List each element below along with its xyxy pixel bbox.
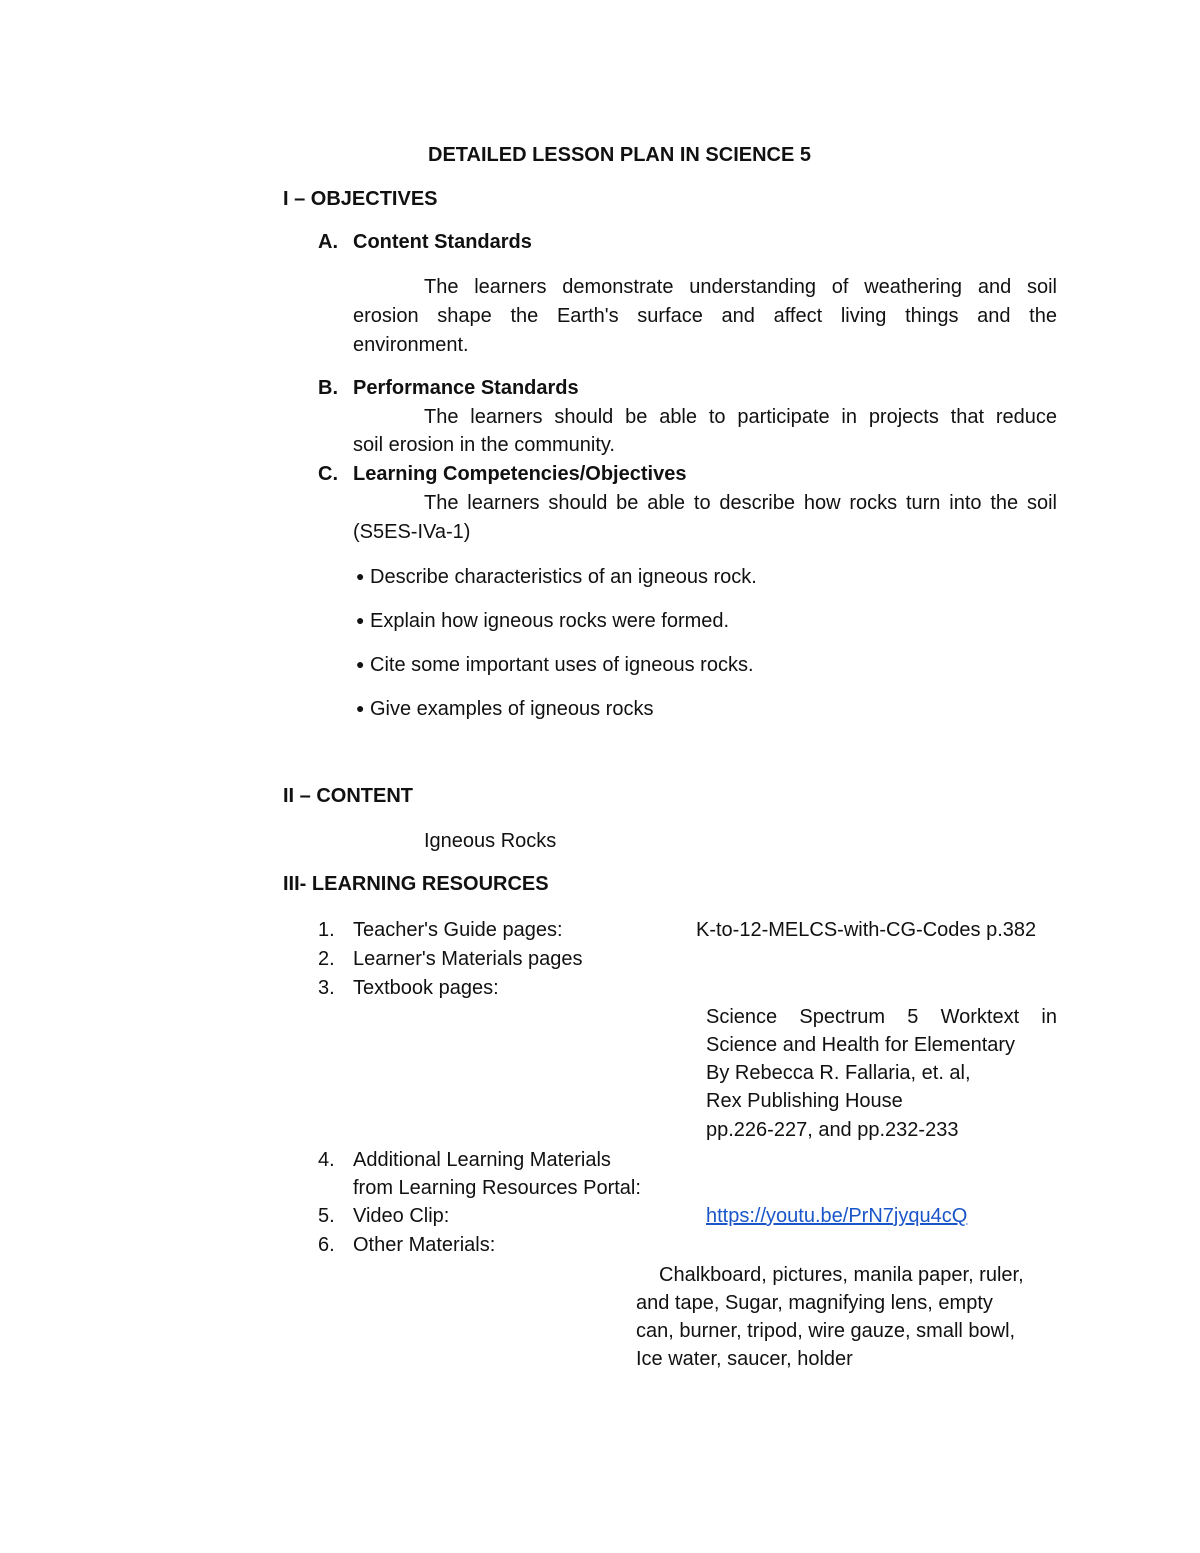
textbook-line: pp.226-227, and pp.232-233 xyxy=(706,1119,959,1141)
content-standards-line-2: erosion shape the Earth's surface and affect living things and the xyxy=(353,305,1057,327)
learning-competencies-code: (S5ES-IVa-1) xyxy=(353,521,471,543)
subsection-letter-b: B. xyxy=(318,377,338,399)
textbook-line: By Rebecca R. Fallaria, et. al, xyxy=(706,1062,971,1084)
objective-bullet-item xyxy=(356,696,653,721)
subsection-title-content-standards: Content Standards xyxy=(353,231,532,253)
objective-bullet-text: Describe characteristics of an igneous rock. xyxy=(370,566,757,588)
objective-bullet-item xyxy=(356,608,729,633)
objective-bullet-text: Cite some important uses of igneous rocks. xyxy=(370,654,754,676)
resource-number: 3. xyxy=(318,977,335,999)
section-heading-content: II – CONTENT xyxy=(283,785,414,807)
bullet-dot-icon: ● xyxy=(356,656,365,672)
performance-standards-line-1: The learners should be able to participate in projects that reduce xyxy=(424,406,1057,428)
resource-label-learners-materials: Learner's Materials pages xyxy=(353,948,583,970)
textbook-line: Science and Health for Elementary xyxy=(706,1034,1016,1056)
textbook-line: Rex Publishing House xyxy=(706,1090,903,1112)
other-materials-line: Ice water, saucer, holder xyxy=(636,1348,853,1370)
document-title: DETAILED LESSON PLAN IN SCIENCE 5 xyxy=(428,144,812,166)
resource-label-additional-materials: Additional Learning Materials xyxy=(353,1149,611,1171)
objective-bullet-item xyxy=(356,564,757,589)
learning-competencies-line-1: The learners should be able to describe how rocks turn into the soil xyxy=(424,492,1057,514)
subsection-title-learning-competencies: Learning Competencies/Objectives xyxy=(353,463,687,485)
other-materials-line: can, burner, tripod, wire gauze, small bowl, xyxy=(636,1320,1016,1342)
resource-label-teachers-guide: Teacher's Guide pages: xyxy=(353,919,563,941)
other-materials-line: and tape, Sugar, magnifying lens, empty xyxy=(636,1292,993,1314)
resource-label-video-clip: Video Clip: xyxy=(353,1205,450,1227)
section-heading-learning-resources: III- LEARNING RESOURCES xyxy=(283,873,549,895)
bullet-dot-icon: ● xyxy=(356,612,365,628)
subsection-letter-a: A. xyxy=(318,231,338,253)
bullet-dot-icon: ● xyxy=(356,568,365,584)
resource-number: 5. xyxy=(318,1205,335,1227)
bullet-dot-icon: ● xyxy=(356,700,365,716)
textbook-line: Science Spectrum 5 Worktext in xyxy=(706,1006,1057,1028)
objective-bullet-item xyxy=(356,652,754,677)
resource-label-other-materials: Other Materials: xyxy=(353,1234,496,1256)
subsection-letter-c: C. xyxy=(318,463,338,485)
resource-number: 2. xyxy=(318,948,335,970)
content-standards-line-3: environment. xyxy=(353,334,469,356)
resource-number: 6. xyxy=(318,1234,335,1256)
objective-bullet-text: Give examples of igneous rocks xyxy=(370,698,654,720)
performance-standards-line-2: soil erosion in the community. xyxy=(353,434,615,456)
content-standards-line-1: The learners demonstrate understanding of weathering and soil xyxy=(424,276,1057,298)
resource-number: 4. xyxy=(318,1149,335,1171)
subsection-title-performance-standards: Performance Standards xyxy=(353,377,579,399)
objective-bullet-text: Explain how igneous rocks were formed. xyxy=(370,610,730,632)
resource-number: 1. xyxy=(318,919,335,941)
resource-value-teachers-guide: K-to-12-MELCS-with-CG-Codes p.382 xyxy=(696,919,1037,941)
resource-label-additional-materials-2: from Learning Resources Portal: xyxy=(353,1177,641,1199)
video-clip-link[interactable]: https://youtu.be/PrN7jyqu4cQ xyxy=(706,1205,968,1227)
other-materials-line: Chalkboard, pictures, manila paper, ruler, xyxy=(659,1264,1024,1286)
resource-label-textbook: Textbook pages: xyxy=(353,977,499,999)
section-heading-objectives: I – OBJECTIVES xyxy=(283,188,438,210)
content-topic: Igneous Rocks xyxy=(424,830,557,852)
